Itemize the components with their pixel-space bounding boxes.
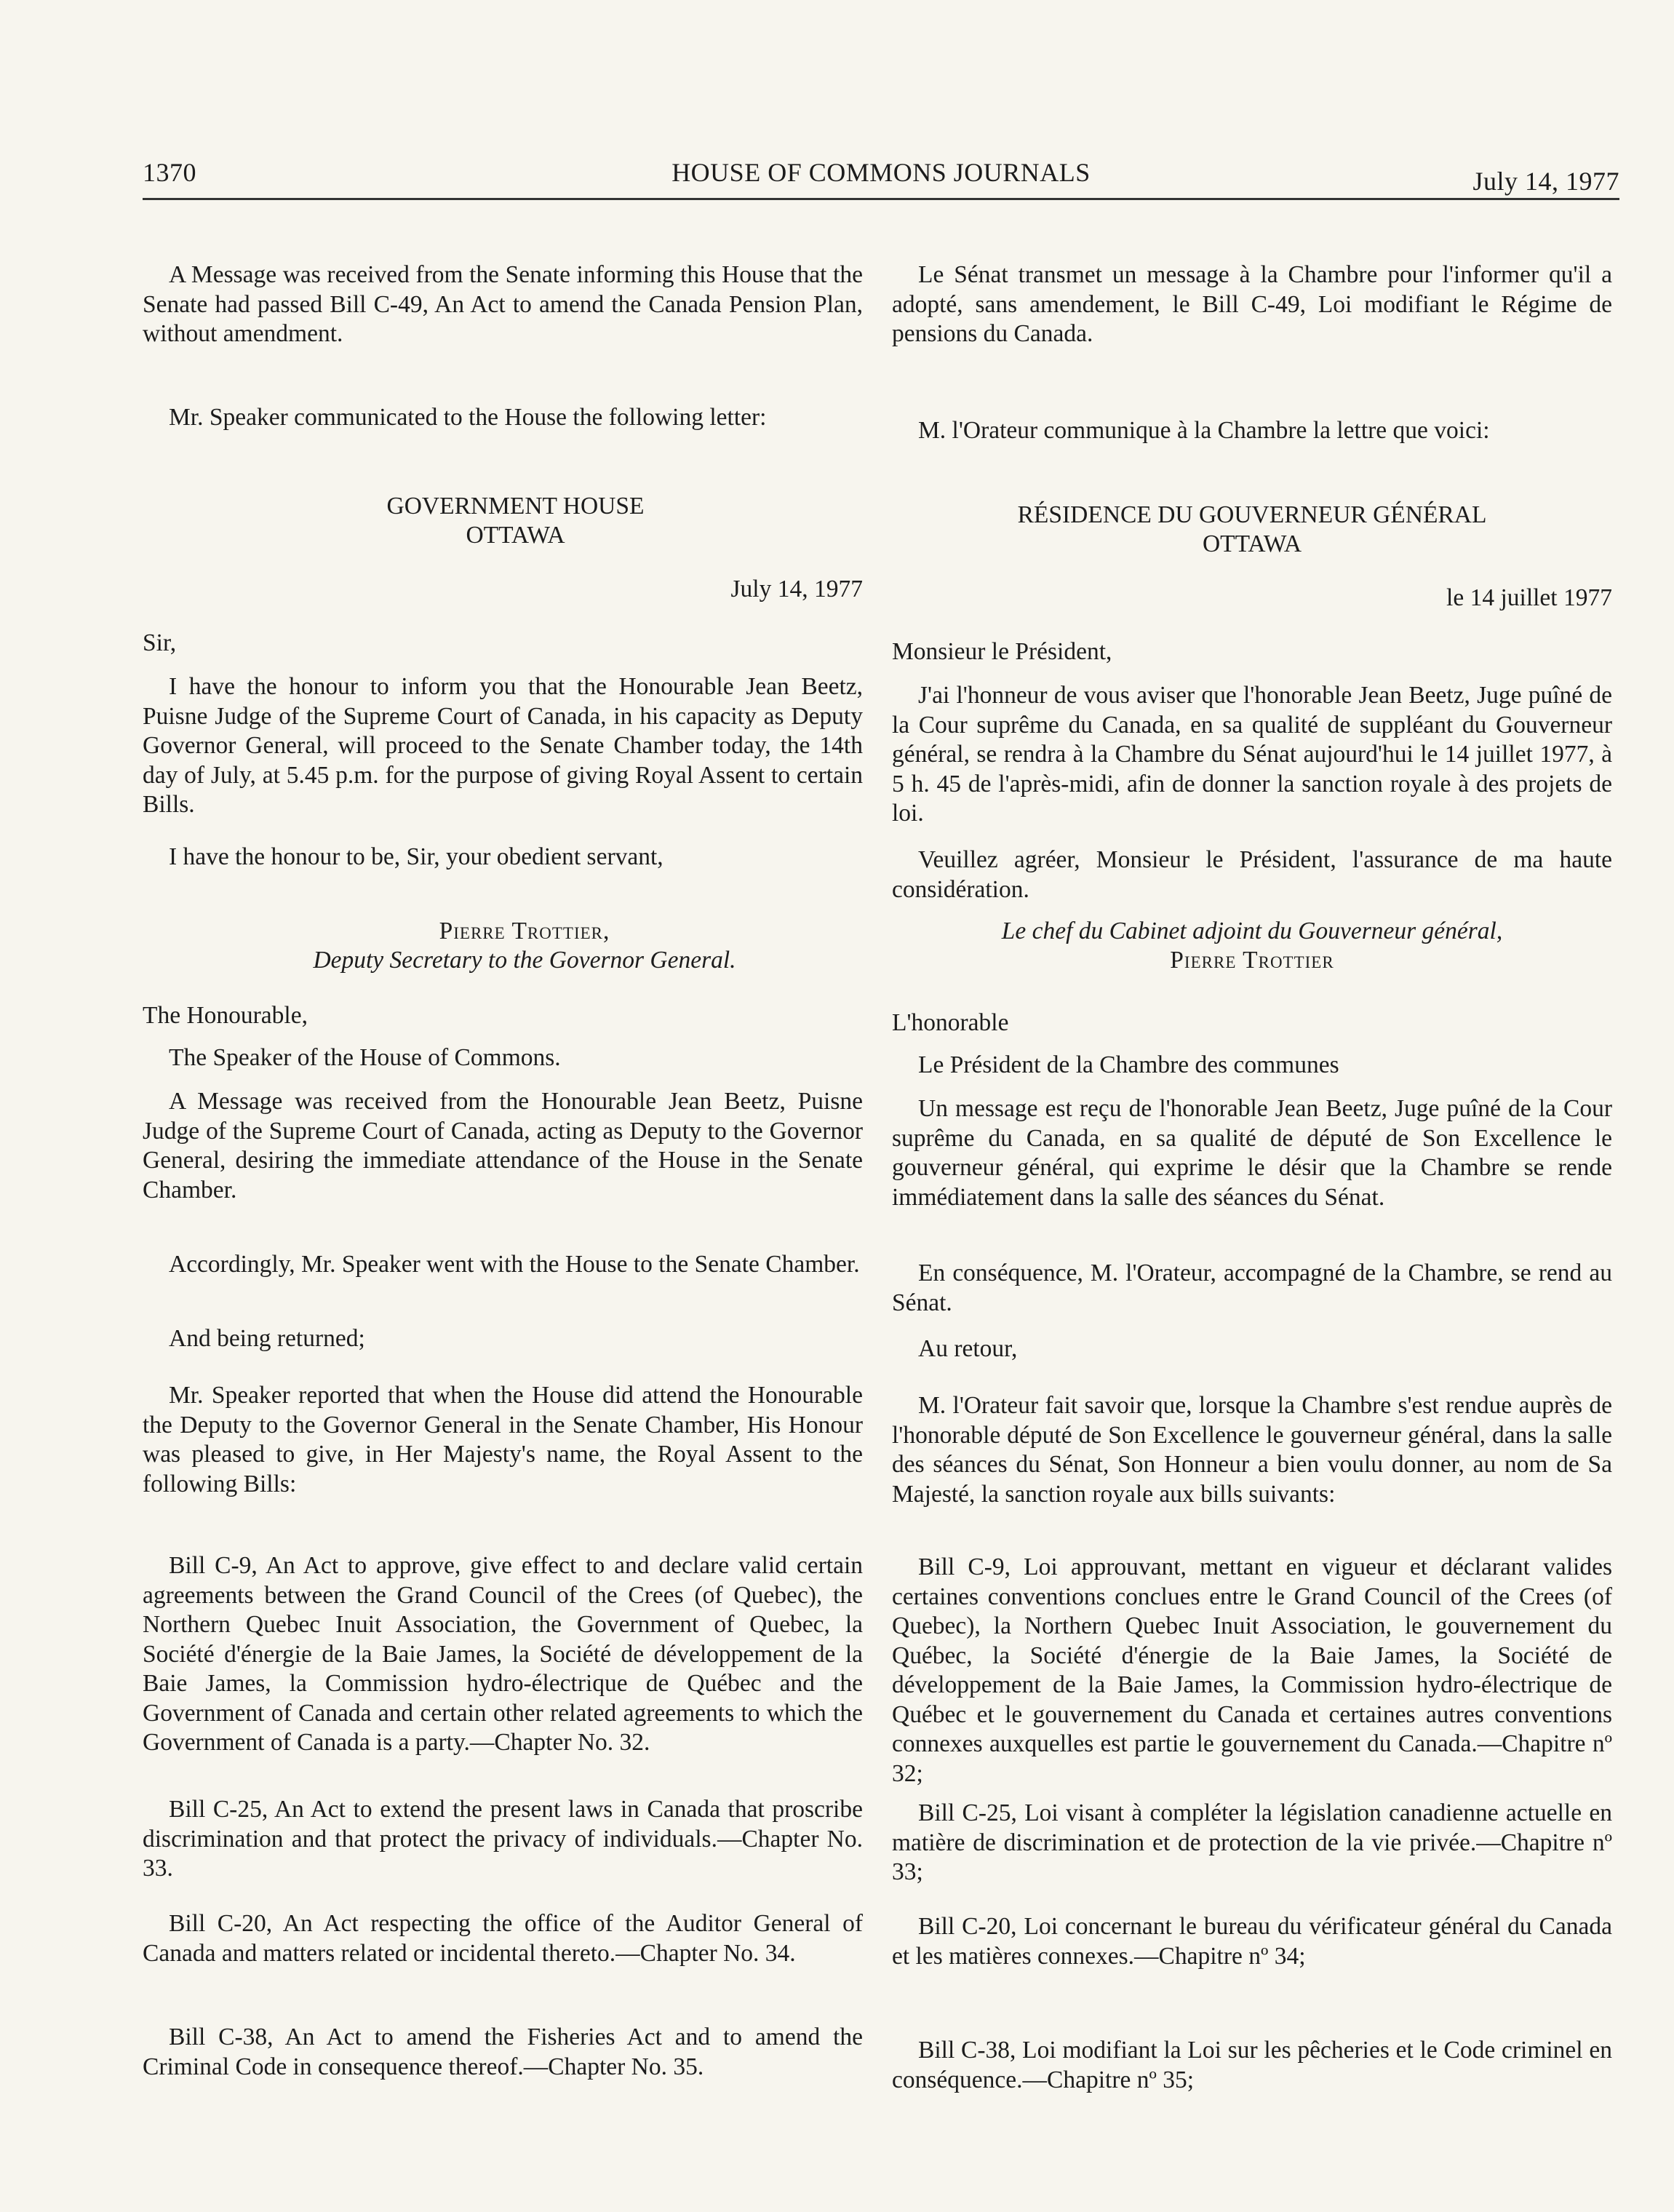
- addressee-line-1: The Honourable,: [143, 1002, 308, 1029]
- accordingly-paragraph: En conséquence, M. l'Orateur, accompagné de la Chambre, se rend au Sénat.: [892, 1260, 1612, 1316]
- letterhead-line-2: OTTAWA: [1202, 530, 1302, 557]
- bill-paragraph: Bill C-25, An Act to extend the present laws in Canada that proscribe discrimination and that protect the privacy of individuals.—Chapter No. 33.: [143, 1796, 863, 1882]
- letter-body: J'ai l'honneur de vous aviser que l'honorable Jean Beetz, Juge puîné de la Cour suprême du Canada, en sa qualité de suppléant du Gouverneur général, se rendra à la Chambre du Sénat aujourd'hui le 14 juillet 1977, à 5 h. 45 de l'après-midi, afin de donner la sanction royale à des projets de loi.: [892, 682, 1612, 827]
- senate-message-paragraph: Le Sénat transmet un message à la Chambre pour l'informer qu'il a adopté, sans amendement, le Bill C-49, Loi modifiant le Régime de pensions du Canada.: [892, 261, 1612, 347]
- speaker-reported-paragraph: Mr. Speaker reported that when the House did attend the Honourable the Deputy to the Governor General in the Senate Chamber, His Honour was pleased to give, in Her Majesty's name, the Royal Assent to the following Bills:: [143, 1382, 863, 1497]
- signatory-name: Pierre Trottier,: [439, 918, 610, 944]
- salutation: Sir,: [143, 629, 177, 656]
- header-date: July 14, 1977: [1472, 167, 1619, 196]
- signatory-title: Le chef du Cabinet adjoint du Gouverneur général,: [1001, 918, 1503, 944]
- bill-paragraph: Bill C-20, Loi concernant le bureau du vérificateur général du Canada et les matières connexes.—Chapitre nº 34;: [892, 1913, 1612, 1970]
- speaker-reported-paragraph: M. l'Orateur fait savoir que, lorsque la Chambre s'est rendue auprès de l'honorable député de Son Excellence le gouverneur général, dans la salle des séances du Sénat, Son Honneur a bien voulu donner, au nom de Sa Majesté, la sanction royale aux bills suivants:: [892, 1392, 1612, 1508]
- journal-title: HOUSE OF COMMONS JOURNALS: [671, 158, 1091, 187]
- bill-paragraph: Bill C-9, Loi approuvant, mettant en vigueur et déclarant valides certaines conventions conclues entre le Grand Council of the Crees (of Quebec), la Northern Quebec Inuit Association, le gouvernement du Québec, la Société d'énergie de la Baie James, la Société de développement de la Baie James, la Commission hydro-électrique de Québec et le gouvernement du Canada et certaines autres conventions connexes auxquelles est partie le gouvernement du Canada.—Chapitre nº 32;: [892, 1553, 1612, 1787]
- being-returned: And being returned;: [169, 1325, 365, 1352]
- bill-paragraph: Bill C-25, Loi visant à compléter la législation canadienne actuelle en matière de discrimination et de protection de la vie privée.—Chapitre nº 33;: [892, 1799, 1612, 1885]
- signatory-name: Pierre Trottier: [1170, 947, 1334, 974]
- letter-closing: I have the honour to be, Sir, your obedient servant,: [169, 843, 663, 870]
- letter-body: I have the honour to inform you that the Honourable Jean Beetz, Puisne Judge of the Supreme Court of Canada, in his capacity as Deputy Governor General, will proceed to the Senate Chamber today, the 14th day of July, at 5.45 p.m. for the purpose of giving Royal Assent to certain Bills.: [143, 673, 863, 818]
- addressee-line-2: The Speaker of the House of Commons.: [169, 1044, 561, 1071]
- addressee-line-2: Le Président de la Chambre des communes: [918, 1051, 1339, 1078]
- letter-closing: Veuillez agréer, Monsieur le Président, l'assurance de ma haute considération.: [892, 846, 1612, 903]
- bill-paragraph: Bill C-38, An Act to amend the Fisheries Act and to amend the Criminal Code in consequence thereof.—Chapter No. 35.: [143, 2024, 863, 2080]
- accordingly-paragraph: Accordingly, Mr. Speaker went with the House to the Senate Chamber.: [169, 1251, 860, 1278]
- bill-paragraph: Bill C-20, An Act respecting the office of the Auditor General of Canada and matters related or incidental thereto.—Chapter No. 34.: [143, 1910, 863, 1967]
- beetz-message-paragraph: Un message est reçu de l'honorable Jean Beetz, Juge puîné de la Cour suprême du Canada, en sa qualité de député de Son Excellence le gouverneur général, qui exprime le désir que la Chambre se rende immédiatement dans la salle des séances du Sénat.: [892, 1095, 1612, 1211]
- being-returned: Au retour,: [918, 1335, 1018, 1362]
- speaker-communicated-paragraph: M. l'Orateur communique à la Chambre la lettre que voici:: [918, 417, 1490, 444]
- bill-paragraph: Bill C-9, An Act to approve, give effect to and declare valid certain agreements between the Grand Council of the Crees (of Quebec), the Northern Quebec Inuit Association, the Government of Quebec, la Société d'énergie de la Baie James, la Société de développement de la Baie James, la Commission hydro-électrique de Québec and the Government of Canada and certain other related agreements to which the Government of Canada is a party.—Chapter No. 32.: [143, 1552, 863, 1756]
- letter-date: le 14 juillet 1977: [1446, 584, 1612, 611]
- beetz-message-paragraph: A Message was received from the Honourable Jean Beetz, Puisne Judge of the Supreme Court of Canada, acting as Deputy to the Governor General, desiring the immediate attendance of the House in the Senate Chamber.: [143, 1088, 863, 1204]
- letterhead-line-1: GOVERNMENT HOUSE: [386, 493, 645, 520]
- page-header: [143, 154, 1619, 200]
- senate-message-paragraph: A Message was received from the Senate informing this House that the Senate had passed Bill C-49, An Act to amend the Canada Pension Plan, without amendment.: [143, 261, 863, 347]
- speaker-communicated-paragraph: Mr. Speaker communicated to the House the following letter:: [169, 404, 767, 431]
- letter-date: July 14, 1977: [730, 576, 863, 602]
- page-number: 1370: [143, 158, 196, 187]
- salutation: Monsieur le Président,: [892, 638, 1112, 665]
- addressee-line-1: L'honorable: [892, 1009, 1009, 1036]
- signatory-title: Deputy Secretary to the Governor General.: [313, 947, 736, 974]
- bill-paragraph: Bill C-38, Loi modifiant la Loi sur les pêcheries et le Code criminel en conséquence.—Chapitre nº 35;: [892, 2037, 1612, 2093]
- letterhead-line-1: RÉSIDENCE DU GOUVERNEUR GÉNÉRAL: [1017, 501, 1487, 528]
- letterhead-line-2: OTTAWA: [466, 522, 565, 549]
